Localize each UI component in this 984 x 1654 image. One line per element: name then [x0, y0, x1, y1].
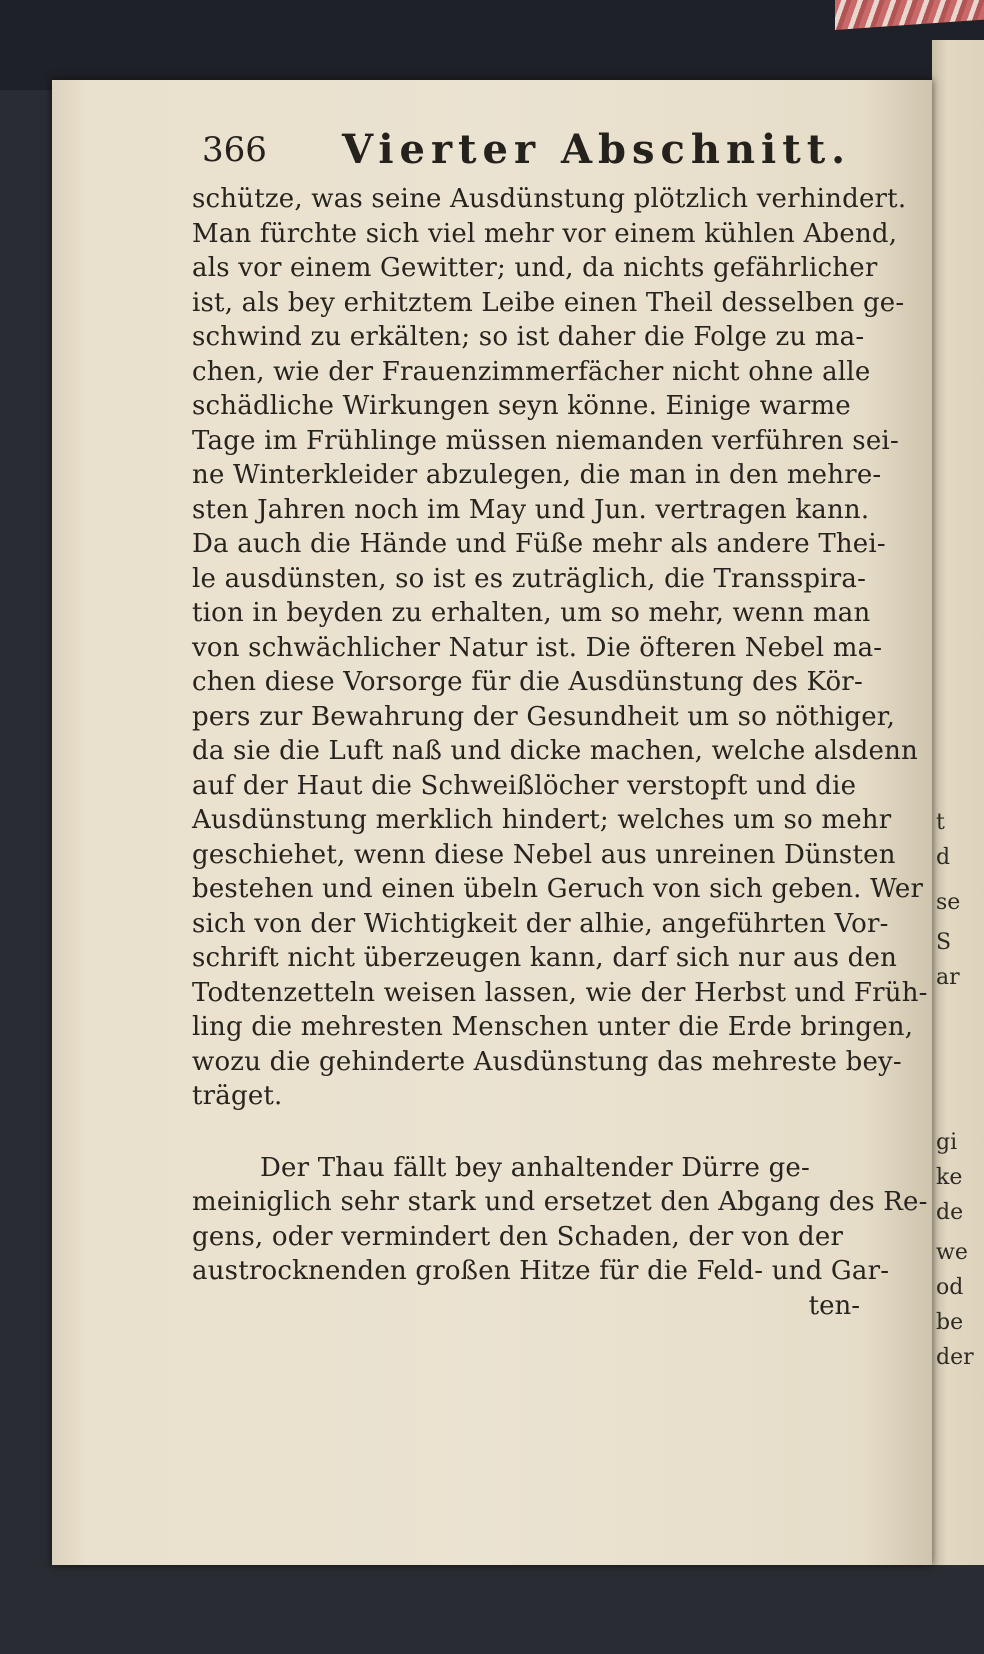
text-line: Ausdünstung merklich hindert; welches um so mehr — [192, 805, 892, 835]
text-line: wozu die gehinderte Ausdünstung das mehreste bey- — [192, 1046, 902, 1077]
body-text — [192, 182, 928, 1323]
text-line: Todtenzetteln weisen lassen, wie der Herbst und Früh- — [192, 977, 928, 1008]
text-line: Tage im Frühlinge müssen niemanden verführen sei- — [192, 425, 899, 456]
text-line: chen diese Vorsorge für die Ausdünstung des Kör- — [192, 667, 863, 697]
text-line: schütze, was seine Ausdünstung plötzlich verhindert. — [192, 184, 907, 214]
text-line: sich von der Wichtigkeit der alhie, angeführten Vor- — [192, 908, 889, 939]
text-line: bestehen und einen übeln Geruch von sich geben. Wer — [192, 874, 924, 904]
text-line: auf der Haut die Schweißlöcher verstopft und die — [192, 770, 857, 801]
text-line: ist, als bey erhitztem Leibe einen Theil desselben ge- — [192, 287, 905, 318]
facing-fragment: od — [936, 1275, 964, 1300]
text-line: austrocknenden großen Hitze für die Feld- und Gar- — [192, 1256, 890, 1286]
text-line: le ausdünsten, so ist es zuträglich, die Transspira- — [192, 563, 867, 594]
facing-fragment: se — [936, 890, 961, 915]
page-header — [192, 110, 892, 180]
text-line: Man fürchte sich viel mehr vor einem kühlen Abend, — [192, 218, 898, 249]
text-line: Der Thau fällt bey anhaltender Dürre ge- — [260, 1152, 811, 1183]
facing-page-edge — [932, 40, 984, 1565]
facing-fragment: de — [936, 1200, 964, 1225]
catchword: ten- — [808, 1290, 860, 1321]
facing-fragment: ar — [936, 965, 960, 990]
text-line: tion in beyden zu erhalten, um so mehr, wenn man — [192, 598, 871, 628]
paragraph-spacer — [192, 1114, 892, 1151]
text-line: schwind zu erkälten; so ist daher die Folge zu ma- — [192, 322, 865, 352]
facing-fragment: we — [936, 1240, 968, 1265]
text-line: meiniglich sehr stark und ersetzet den Abgang des Re- — [192, 1187, 928, 1217]
facing-fragment: d — [936, 845, 951, 870]
text-line: sten Jahren noch im May und Jun. vertragen kann. — [192, 494, 870, 525]
text-line: träget. — [192, 1081, 283, 1111]
page-number: 366 — [202, 130, 267, 170]
page-content — [192, 110, 928, 1323]
text-line: geschiehet, wenn diese Nebel aus unreinen Dünsten — [192, 839, 896, 870]
running-head: Vierter Abschnitt. — [342, 126, 852, 173]
paragraph-2 — [192, 1151, 928, 1289]
text-line: schädliche Wirkungen seyn könne. Einige warme — [192, 391, 851, 421]
paragraph-1 — [192, 182, 928, 1114]
text-line: als vor einem Gewitter; und, da nichts gefährlicher — [192, 253, 878, 283]
facing-fragment: S — [936, 930, 952, 955]
text-line: ne Winterkleider abzulegen, die man in den mehre- — [192, 460, 882, 490]
book-page — [52, 80, 932, 1565]
facing-fragment: der — [936, 1345, 974, 1370]
text-line: ling die mehresten Menschen unter die Erde bringen, — [192, 1012, 914, 1042]
text-line: von schwächlicher Natur ist. Die öfteren Nebel ma- — [192, 632, 883, 663]
text-line: gens, oder vermindert den Schaden, der von der — [192, 1221, 844, 1252]
facing-fragment: be — [936, 1310, 964, 1335]
text-line: pers zur Bewahrung der Gesundheit um so nöthiger, — [192, 701, 896, 732]
text-line: chen, wie der Frauenzimmerfächer nicht ohne alle — [192, 356, 871, 387]
facing-fragment: ke — [936, 1165, 963, 1190]
text-line: Da auch die Hände und Füße mehr als andere Thei- — [192, 529, 886, 559]
facing-fragment: t — [936, 810, 945, 835]
text-line: schrift nicht überzeugen kann, darf sich nur aus den — [192, 943, 898, 973]
text-line: da sie die Luft naß und dicke machen, welche alsdenn — [192, 736, 918, 766]
facing-fragment: gi — [936, 1130, 958, 1155]
